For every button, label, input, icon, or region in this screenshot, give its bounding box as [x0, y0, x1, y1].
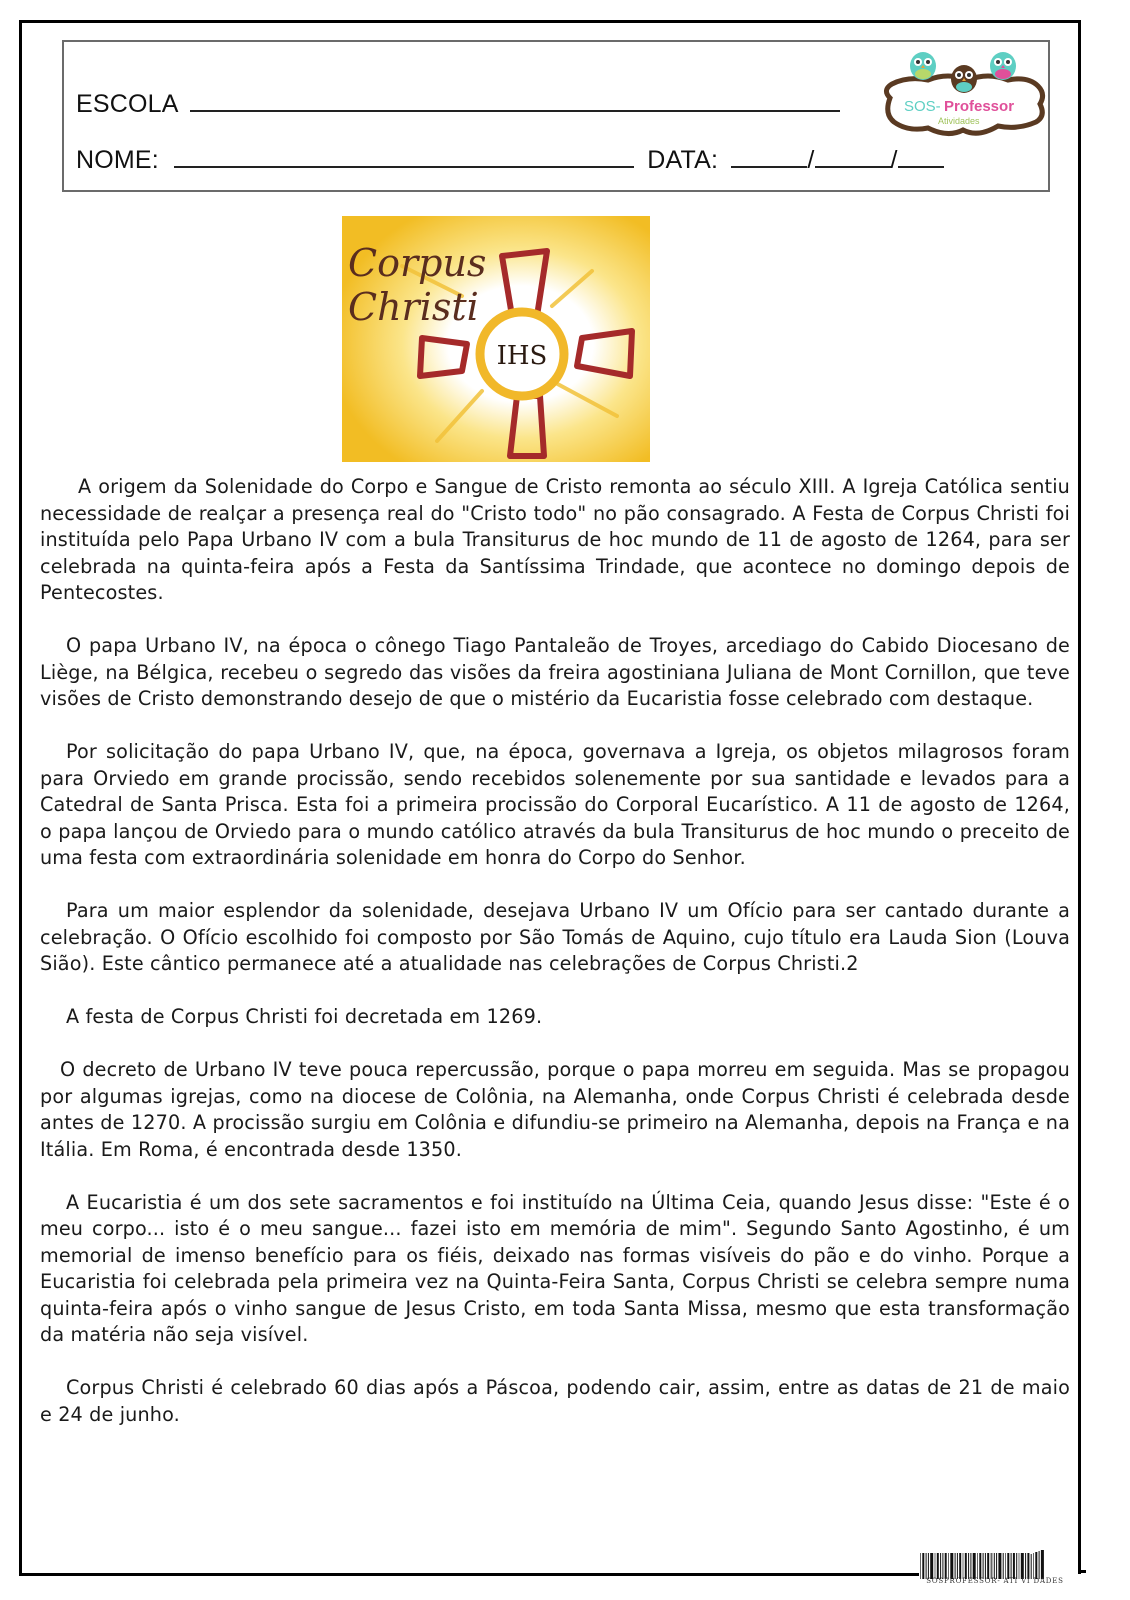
page-border-bottom: [19, 1573, 919, 1576]
paragraph: A festa de Corpus Christi foi decretada em 1269.: [66, 1005, 543, 1028]
paragraph: O papa Urbano IV, na época o cônego Tiago Pantaleão de Troyes, arcediago do Cabido Diocesano de Liège, na Bélgica, recebeu o segredo das visões da freira agostiniana Juliana de Mont Cornillon, que teve visões de Cristo demonstrando desejo de que o mistério da Eucaristia fosse celebrado com destaque.: [40, 634, 1070, 710]
barcode-bar: [998, 1553, 1001, 1579]
barcode-bar: [1005, 1553, 1006, 1579]
barcode-bar: [926, 1553, 927, 1579]
barcode-bar: [1011, 1553, 1012, 1579]
logo-title-part1: SOS-: [904, 98, 941, 115]
barcode-bar: [965, 1553, 967, 1579]
barcode-bar: [979, 1553, 981, 1579]
barcode-bar: [1007, 1553, 1009, 1579]
date-separator: /: [807, 146, 815, 174]
barcode-bar: [968, 1553, 969, 1579]
barcode-bar: [950, 1553, 953, 1579]
barcode-bar: [1039, 1551, 1040, 1579]
name-field[interactable]: [174, 144, 634, 168]
barcode-bar: [1025, 1553, 1026, 1579]
name-date-row: [76, 144, 944, 175]
barcode-bar: [1003, 1553, 1004, 1579]
date-separator: /: [890, 146, 898, 174]
article-body: [40, 474, 1070, 1455]
school-row: [76, 88, 840, 119]
barcode-bar: [945, 1553, 947, 1579]
barcode-icon: [918, 1549, 1068, 1579]
date-label: DATA:: [647, 146, 719, 174]
barcode-bar: [959, 1553, 961, 1579]
barcode-bar: [1013, 1553, 1015, 1579]
school-label: ESCOLA: [76, 90, 178, 118]
barcode-bar: [942, 1553, 943, 1579]
barcode-bar: [994, 1553, 995, 1579]
corpus-christi-image: [342, 216, 650, 462]
school-field[interactable]: [190, 88, 840, 112]
image-title-line1: Corpus: [348, 241, 487, 285]
paragraph: Para um maior esplendor da solenidade, desejava Urbano IV um Ofício para ser cantado durante a celebração. O Ofício escolhido foi composto por São Tomás de Aquino, cujo título era Lauda Sion (Louva Sião). Este cântico permanece até a atualidade nas celebrações de Corpus Christi.2: [40, 899, 1070, 975]
barcode-bar: [920, 1553, 921, 1579]
barcode-bar: [928, 1553, 929, 1579]
barcode-bar: [991, 1553, 993, 1579]
barcode-bar: [983, 1553, 984, 1579]
barcode-bar: [957, 1553, 958, 1579]
barcode-bar: [970, 1553, 971, 1579]
barcode-bar: [1035, 1552, 1037, 1579]
barcode-bar: [937, 1553, 939, 1579]
barcode-bar: [996, 1553, 997, 1579]
logo-subtitle: Atividades: [938, 116, 980, 126]
barcode-bar: [1016, 1553, 1017, 1579]
image-title-line2: Christi: [348, 285, 479, 329]
barcode-bar: [973, 1553, 976, 1579]
barcode-bar: [930, 1553, 933, 1579]
barcode-bar: [1019, 1553, 1020, 1579]
barcode-bar: [922, 1553, 924, 1579]
date-day-field[interactable]: [731, 144, 807, 168]
barcode-bar: [1021, 1553, 1024, 1579]
name-label: NOME:: [76, 146, 159, 174]
barcode-bar: [963, 1553, 964, 1579]
ihs-monogram: IHS: [496, 341, 548, 371]
sos-professor-logo: [878, 46, 1048, 144]
owl-icon: [910, 52, 936, 80]
date-year-field[interactable]: [898, 144, 944, 168]
barcode-bar: [977, 1553, 978, 1579]
date-month-field[interactable]: [815, 144, 891, 168]
barcode-bar: [940, 1553, 941, 1579]
barcode-bar: [987, 1553, 989, 1579]
barcode-bar: [1027, 1553, 1029, 1579]
paragraph: A Eucaristia é um dos sete sacramentos e foi instituído na Última Ceia, quando Jesus disse: "Este é o meu corpo... isto é o meu sangue... fazei isto em memória de mim". Segundo Santo Agostinho, é um memorial de imenso benefício para os fiéis, deixado nas formas visíveis do pão e do vinho. Porque a Eucaristia foi celebrada pela primeira vez na Quinta-Feira Santa, Corpus Christi se celebra sempre numa quinta-feira após o vinho sangue de Jesus Cristo, em toda Santa Missa, mesmo que esta transformação da matéria não seja visível.: [40, 1190, 1070, 1346]
owl-icon: [990, 52, 1016, 80]
logo-title-part2: Professor: [944, 98, 1015, 115]
barcode-bar: [1033, 1553, 1034, 1579]
owl-icon: [951, 65, 977, 93]
paragraph: A origem da Solenidade do Corpo e Sangue de Cristo remonta ao século XIII. A Igreja Católica sentiu necessidade de realçar a presença real do "Cristo todo" no pão consagrado. A Festa de Corpus Christi foi instituída pelo Papa Urbano IV com a bula Transiturus de hoc mundo de 11 de agosto de 1264, para ser celebrada na quinta-feira após a Festa da Santíssima Trindade, que acontece no domingo depois de Pentecostes.: [40, 475, 1070, 604]
barcode-bar: [935, 1553, 936, 1579]
barcode-bar: [955, 1553, 956, 1579]
barcode-label: SOSPROFESSOR- ATI VI DADES: [926, 1577, 1064, 1585]
barcode-bar: [1031, 1554, 1032, 1579]
barcode-bar: [985, 1553, 986, 1579]
barcode-bar: [1041, 1550, 1044, 1579]
paragraph: O decreto de Urbano IV teve pouca repercussão, porque o papa morreu em seguida. Mas se propagou por algumas igrejas, como na diocese de Colônia, na Alemanha, onde Corpus Christi é celebrada desde antes de 1270. A procissão surgiu em Colônia e difundiu-se primeiro na Alemanha, depois na França e na Itália. Em Roma, é encontrada desde 1350.: [40, 1058, 1070, 1161]
paragraph: Por solicitação do papa Urbano IV, que, na época, governava a Igreja, os objetos milagrosos foram para Orviedo em grande procissão, sendo recebidos solenemente por sua santidade e levados para a Catedral de Santa Prisca. Esta foi a primeira procissão do Corporal Eucarístico. A 11 de agosto de 1264, o papa lançou de Orviedo para o mundo católico através da bula Transiturus de hoc mundo o preceito de uma festa com extraordinária solenidade em honra do Corpo do Senhor.: [40, 740, 1070, 869]
paragraph: Corpus Christi é celebrado 60 dias após a Páscoa, podendo cair, assim, entre as datas de 21 de maio e 24 de junho.: [40, 1376, 1070, 1426]
page-border-corner: [1078, 1570, 1086, 1573]
barcode-bar: [948, 1553, 949, 1579]
